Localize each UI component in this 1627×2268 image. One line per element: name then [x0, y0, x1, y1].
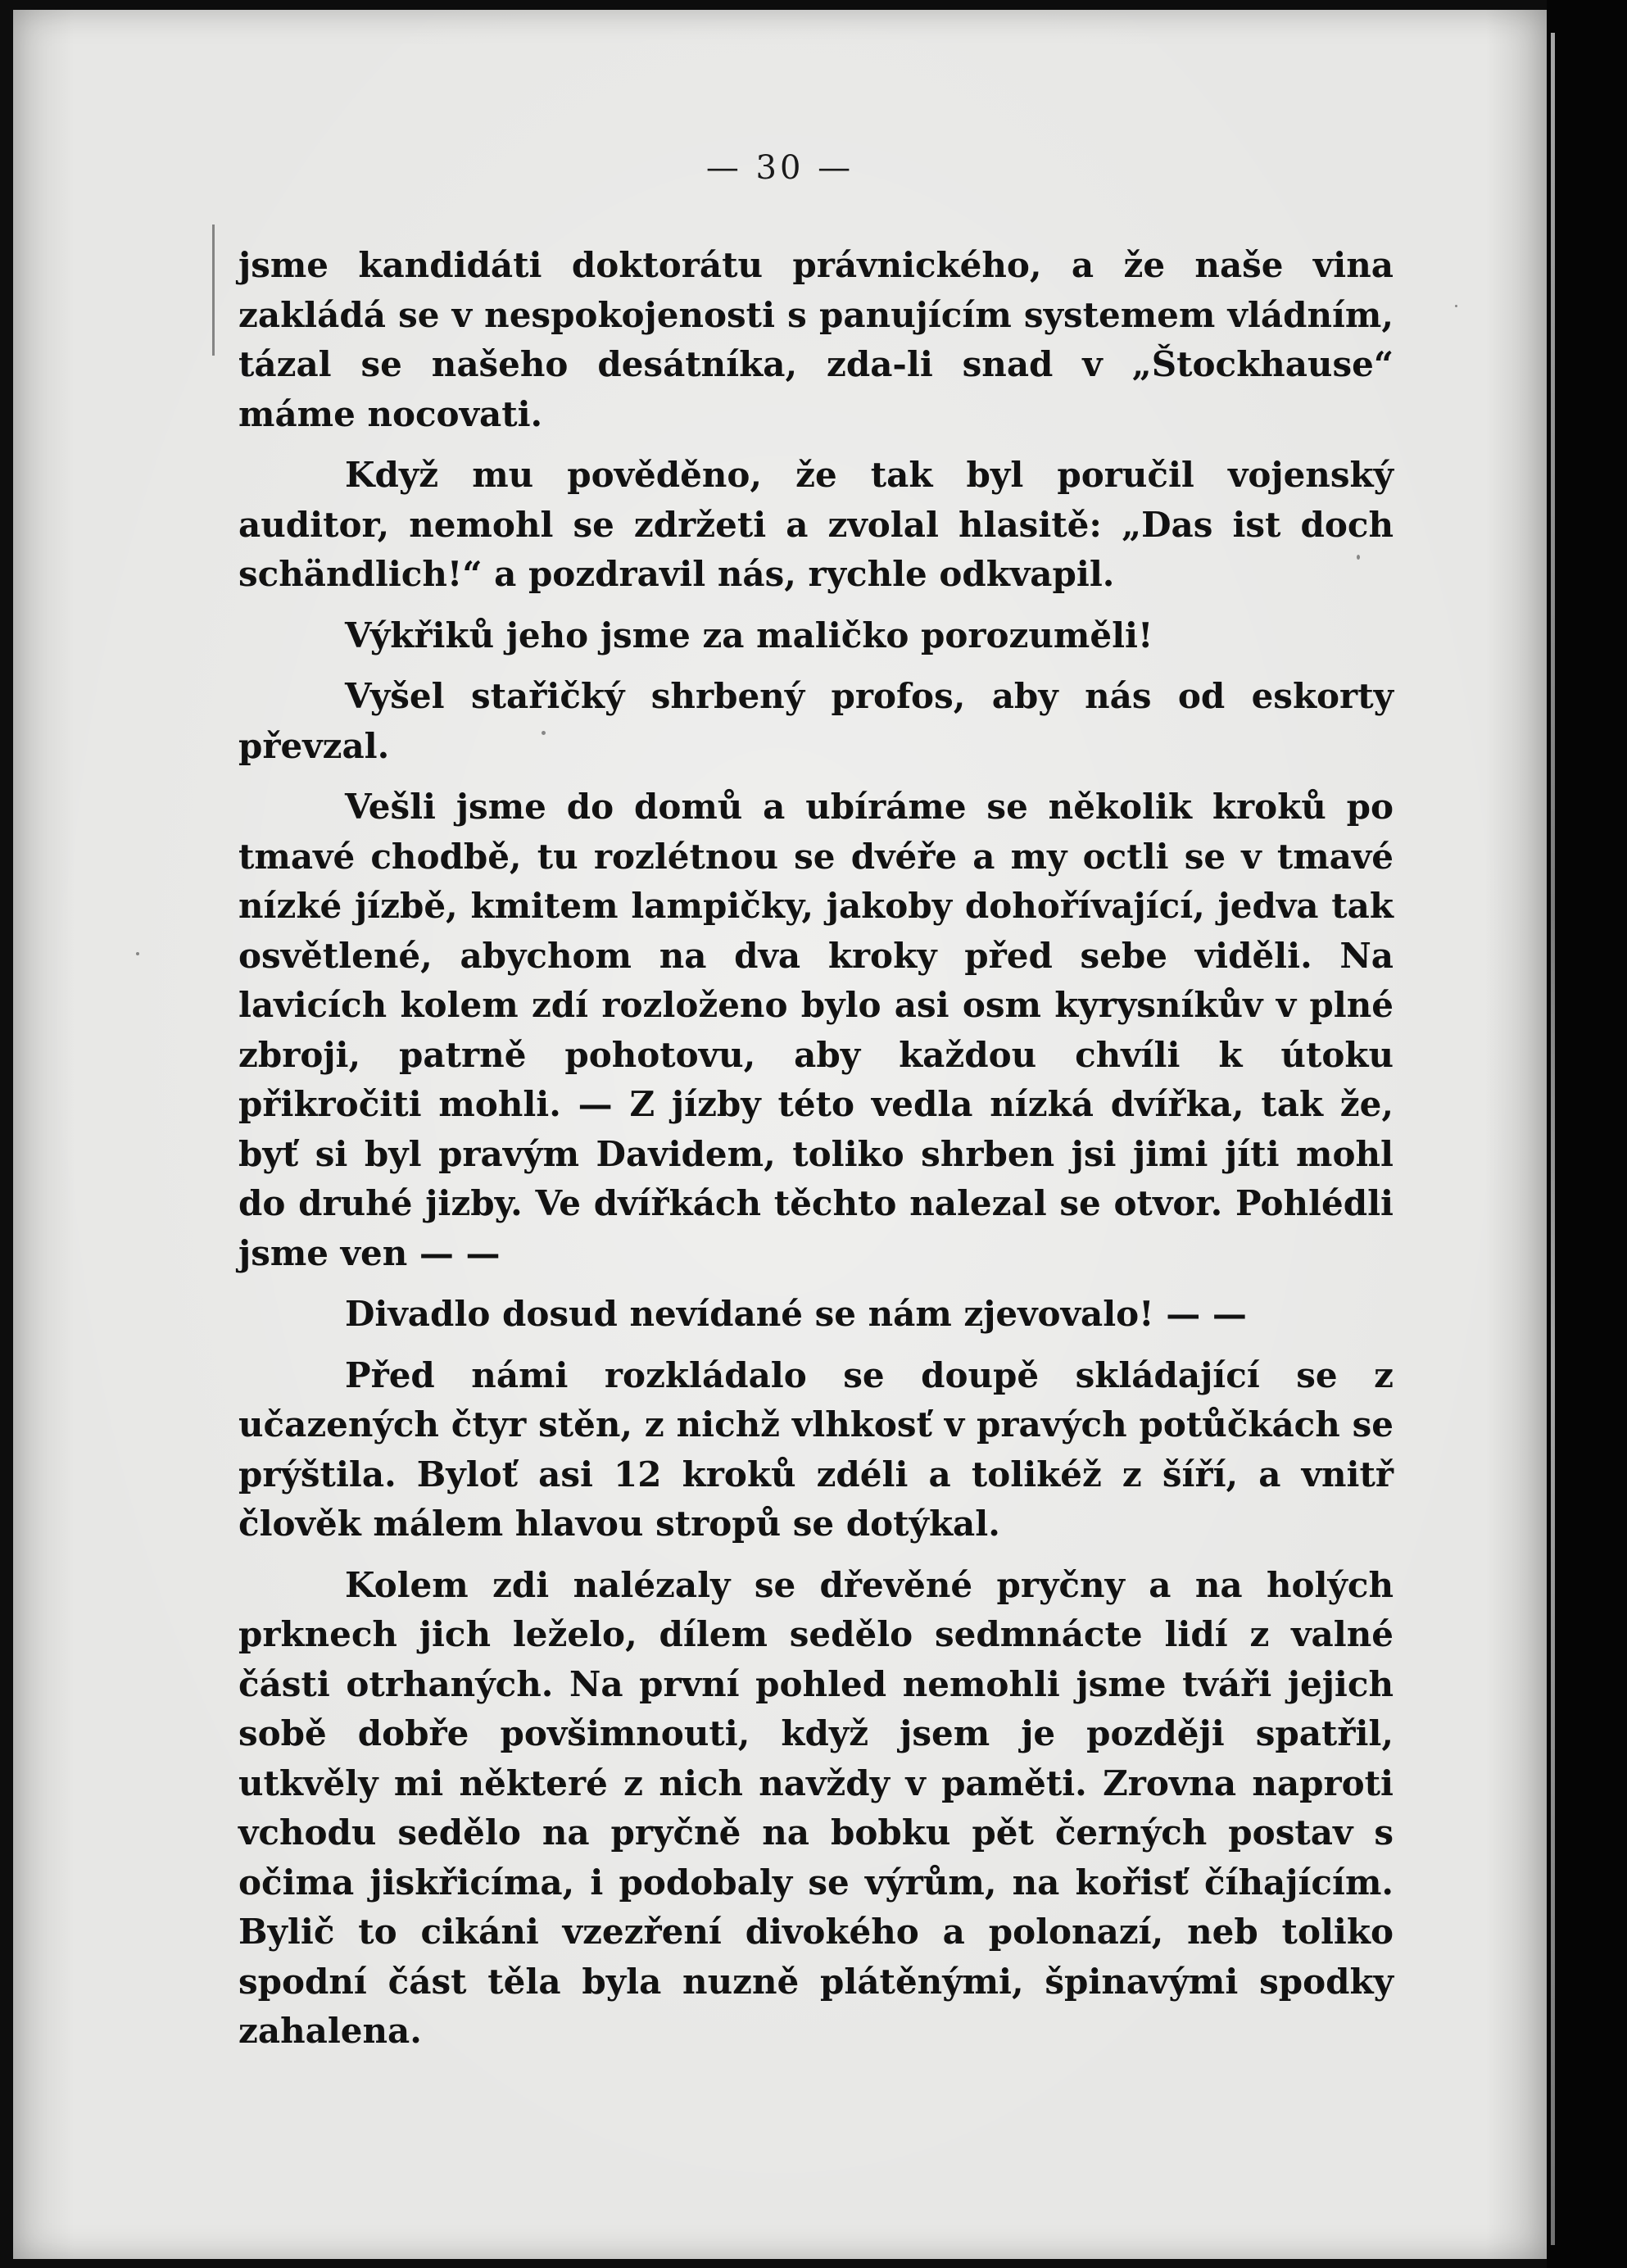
paragraph-1: jsme kandidáti doktorátu právnického, a že naše vina zakládá se v nespokojenosti s panujícím systemem vládním, tázal se našeho desátníka, zda-li snad v „Štockhause“ máme nocovati.: [238, 245, 1394, 434]
paper-speck: [136, 952, 139, 955]
book-edge-line: [1551, 33, 1555, 2245]
paragraph-8: Kolem zdi nalézaly se dřevěné pryčny a na holých prknech jich leželo, dílem sedělo sedmnácte lidí z valné části otrhaných. Na první pohled nemohli jsme tváři jejich sobě dobře povšimnouti, když jsem je později spatřil, utkvěly mi některé z nich navždy v paměti. Zrovna naproti vchodu sedělo na pryčně na bobku pět černých postav s očima jiskřicíma, i podobaly se výrům, na kořisť číhajícím. Bylič to cikáni vzezření divokého a polonazí, neb toliko spodní část těla byla nuzně plátěnými, špinavými spodky zahalena.: [238, 1564, 1394, 2051]
body-text: [238, 241, 1394, 2057]
paragraph-6: Divadlo dosud nevídané se nám zjevovalo! — —: [345, 1294, 1247, 1334]
book-edge-shadow: [1547, 0, 1627, 2268]
book-page: [13, 10, 1547, 2259]
paragraph-4: Vyšel stařičký shrbený profos, aby nás od eskorty převzal.: [238, 676, 1394, 766]
paper-speck: [1455, 305, 1457, 307]
margin-pencil-mark: [212, 225, 215, 356]
paper-speck: [542, 731, 546, 735]
paragraph-2: Když mu pověděno, že tak byl poručil vojenský auditor, nemohl se zdržeti a zvolal hlasitě: „Das ist doch schändlich!“ a pozdravil nás, rychle odkvapil.: [238, 455, 1394, 594]
paper-speck: [1357, 555, 1360, 560]
paragraph-3: Výkřiků jeho jsme za maličko porozuměli!: [345, 615, 1153, 655]
page-number: — 30 —: [705, 149, 854, 187]
paragraph-7: Před námi rozkládalo se doupě skládající se z učazených čtyr stěn, z nichž vlhkosť v pravých potůčkách se prýštila. Byloť asi 12 kroků zdéli a tolikéž z šíří, a vnitř člověk málem hlavou stropů se dotýkal.: [238, 1354, 1394, 1544]
paragraph-5: Vešli jsme do domů a ubíráme se několik kroků po tmavé chodbě, tu rozlétnou se dvéře a my octli se v tmavé nízké jízbě, kmitem lampičky, jakoby dohořívající, jedva tak osvětlené, abychom na dva kroky před sebe viděli. Na lavicích kolem zdí rozloženo bylo asi osm kyrysníkův v plné zbroji, patrně pohotovu, aby každou chvíli k útoku přikročiti mohli. — Z jízby této vedla nízká dvířka, tak že, byť si byl pravým Davidem, toliko shrben jsi jimi jíti mohl do druhé jizby. Ve dvířkách těchto nalezal se otvor. Pohlédli jsme ven — —: [238, 787, 1394, 1273]
